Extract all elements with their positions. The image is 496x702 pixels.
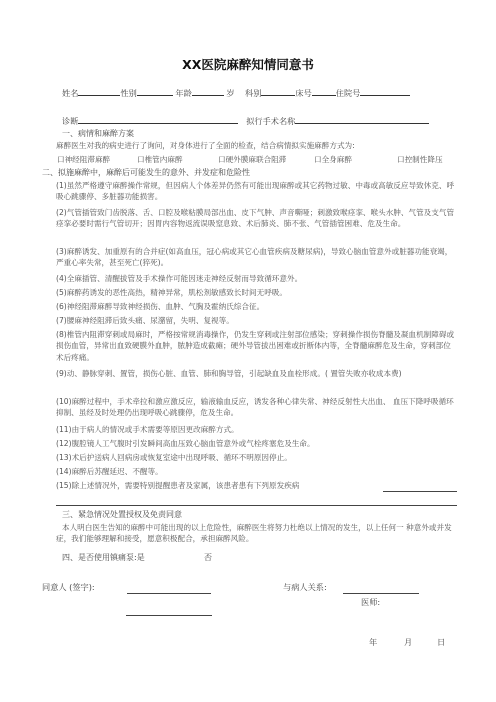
department-label: 科别	[245, 88, 262, 98]
consenter-signature-field[interactable]	[127, 593, 211, 594]
age-label: 年龄	[175, 88, 192, 98]
option-controlled-hypotension[interactable]: 口控制性降压	[397, 155, 443, 164]
bed-field[interactable]	[312, 87, 336, 96]
section1-intro: 麻醉医生对我的病史进行了询问，对身体进行了全面的检查，结合病情拟实施麻醉方式为:	[56, 141, 355, 150]
risk-item-5: (5)麻醉药诱发的恶性高热，精神异常，肌松剂敏感致长时间无呼吸。	[56, 288, 287, 297]
section4-heading: 四、是否使用镇痛泵:是	[62, 553, 145, 562]
section3-heading: 三、紧急情况处置授权及免责同意	[62, 510, 182, 519]
signature-line-extra[interactable]	[126, 615, 212, 616]
option-general[interactable]: 口全身麻醉	[314, 155, 352, 164]
doctor-label: 医师:	[361, 597, 381, 607]
risk-item-15: (15)除上述情况外，需要特别提醒患者及家属，该患者患有下列原发疾病	[56, 481, 300, 490]
bed-label: 床号	[295, 88, 312, 98]
diagnosis-field[interactable]	[78, 115, 238, 124]
age-unit: 岁	[226, 88, 235, 98]
risk-item-9: (9)动、静脉穿刺、置管，损伤心脏、血管、肺和胸导管，引起缺血及血栓形成。( 置管失败亦收成本费)	[56, 369, 402, 378]
relation-field[interactable]	[343, 593, 419, 594]
department-field[interactable]	[261, 87, 295, 96]
date-day-label: 日	[437, 637, 446, 647]
consenter-label: 同意人 (签字):	[42, 582, 95, 592]
risk-item-2: (2)气管插管致门齿脱落、舌、口腔及喉粘膜局部出血、皮下气肿、声音嘶哑；刺激致喉痉挛、喉头水肿、气管及支气管痉挛必要时需行气管切开；因胃内容物返流误吸窒息致、术后肺炎、肺不张、气管插管困难、危及生命。	[56, 208, 455, 229]
risk-item-6: (6)神经阻滞麻醉导致神经损伤、血肿、气胸及霍纳氏综合征。	[56, 302, 265, 311]
risk-item-1: (1)虽然严格遵守麻醉操作常规，但因病人个体差异仍然有可能出现麻醉或其它药物过敏、中毒或高敏反应导致休克、呼吸心跳骤停、多脏器功能损害。	[56, 181, 455, 202]
risk-item-13: (13)术后护送病人回病房或恢复室途中出现呼吸、循环不明原因停止。	[56, 453, 292, 462]
name-field[interactable]	[78, 87, 120, 96]
gender-label: 性别	[120, 88, 137, 98]
other-disease-field[interactable]	[383, 491, 457, 492]
diagnosis-row	[62, 115, 429, 127]
risk-item-11: (11)由于病人的情况或手术需要等原因更改麻醉方式。	[56, 425, 239, 434]
risk-item-7: (7)腰麻神经阻滞后致头痛、尿潴留，失明、复视等。	[56, 316, 234, 325]
date-year-label: 年	[369, 637, 378, 647]
risk-item-10: (10)麻醉过程中，手术牵拉和激应激反应，输液输血反应，诱发各种心律失常、神经反射性大出血、 血压下降呼吸循环抑制、虽经及时处理仍出现呼吸心跳骤停，危及生命。	[56, 397, 454, 418]
section2-heading: 二、拟施麻醉中，麻醉后可能发生的意外、并发症和危险性	[42, 168, 250, 177]
name-label: 姓名	[62, 88, 79, 98]
risk-item-8: (8)椎管内阻滞穿刺或局麻时，严格按常规消毒操作，仍发生穿刺或注射部位感染；穿刺操作损伤脊髓及凝血机制障碍或损伤血管，异常出血致硬膜外血肿，脓肿造成截瘫；硬外导管拔出困难或折断体内等，全脊髓麻醉危及生命，穿刺部位术后疼痛。	[56, 330, 455, 362]
age-field[interactable]	[192, 87, 224, 96]
section1-heading: 一、病情和麻醉方案	[62, 129, 134, 138]
option-combined[interactable]: 口硬外膜麻联合阻滞	[218, 155, 287, 164]
option-nerve-block[interactable]: 口神经阻滞麻醉	[57, 155, 111, 164]
risk-item-3: (3)麻醉诱发、加重原有的合并症(如高血压，冠心病或其它心血管疾病及糖尿病)，导致心脑血管意外或脏器功能衰竭，严重心率失常，甚至死亡(猝死)。	[56, 247, 453, 268]
admission-no-field[interactable]	[360, 87, 410, 96]
pain-pump-no-option[interactable]: 否	[204, 553, 212, 562]
option-spinal[interactable]: 口椎管内麻醉	[137, 155, 183, 164]
section-divider	[56, 505, 457, 506]
diagnosis-label: 诊断	[62, 116, 79, 126]
surgery-label: 拟行手术名称	[246, 116, 296, 126]
date-month-label: 月	[404, 637, 413, 647]
form-title: XX医院麻醉知情同意书	[182, 57, 314, 72]
risk-item-14: (14)麻醉后苏醒延迟、不醒等。	[56, 467, 163, 476]
admission-no-label: 住院号	[335, 88, 361, 98]
risk-item-4: (4)全麻插管、清醒拔管及手术操作可能因迷走神经反射而导致循环意外。	[56, 274, 303, 283]
surgery-field[interactable]	[295, 115, 429, 124]
relation-label: 与病人关系:	[283, 582, 327, 592]
risk-item-12: (12)腹腔镜人工气腹时引发瞬间高血压致心脑血管意外或气栓疼塞危及生命。	[56, 439, 315, 448]
gender-field[interactable]	[137, 87, 173, 96]
patient-info-row	[62, 87, 410, 99]
section3-body: 本人明白医生告知的麻醉中可能出现的以上危险性，麻醉医生将努力杜绝以上情况的发生，以上任何一 种意外或并发症，我们能够理解和接受，愿意积极配合，承担麻醉风险。	[56, 523, 452, 544]
